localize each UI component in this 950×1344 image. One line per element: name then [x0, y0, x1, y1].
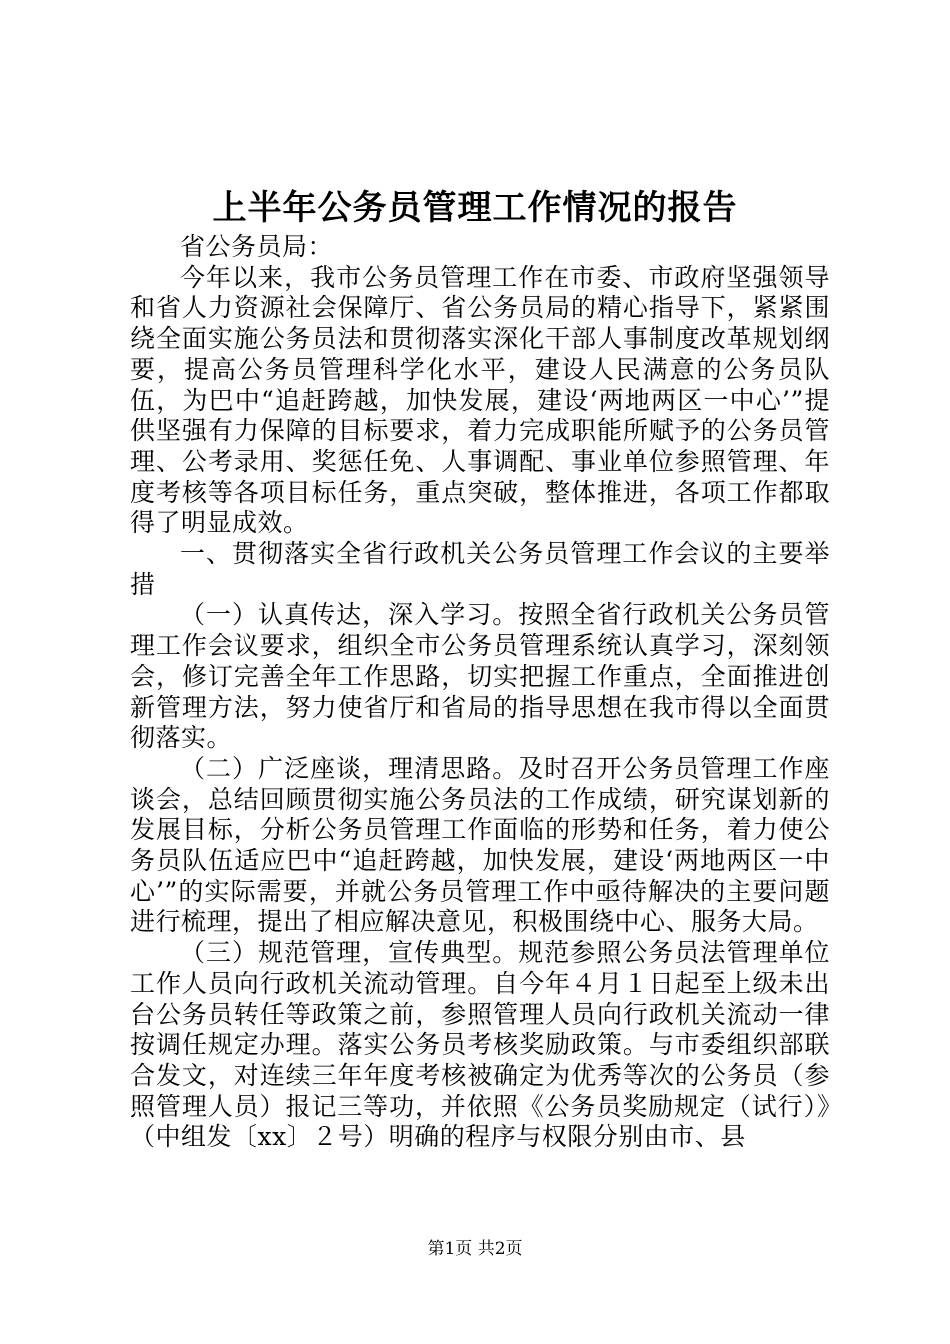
paragraph-intro: 今年以来，我市公务员管理工作在市委、市政府坚强领导和省人力资源社会保障厅、省公务员局的精心指导下，紧紧围绕全面实施公务员法和贯彻落实深化干部人事制度改革规划纲要，提高公务员管理科学化水平，建设人民满意的公务员队伍，为巴中“追赶跨越，加快发展，建设‘两地两区一中心’”提供坚强有力保障的目标要求，着力完成职能所赋予的公务员管理、公考录用、奖惩任免、人事调配、事业单位参照管理、年度考核等各项目标任务，重点突破，整体推进，各项工作都取得了明显成效。: [130, 262, 830, 538]
salutation: 省公务员局：: [180, 232, 334, 261]
paragraph-item-2: （二）广泛座谈，理清思路。及时召开公务员管理工作座谈会，总结回顾贯彻实施公务员法的工作成绩，研究谋划新的发展目标，分析公务员管理工作面临的形势和任务，着力使公务员队伍适应巴中“追赶跨越，加快发展，建设‘两地两区一中心’”的实际需要，并就公务员管理工作中亟待解决的主要问题进行梳理，提出了相应解决意见，积极围绕中心、服务大局。: [130, 753, 830, 937]
paragraph-item-3: （三）规范管理，宣传典型。规范参照公务员法管理单位工作人员向行政机关流动管理。自今年４月１日起至上级未出台公务员转任等政策之前，参照管理人员向行政机关流动一律按调任规定办理。落实公务员考核奖励政策。与市委组织部联合发文，对连续三年年度考核被确定为优秀等次的公务员（参照管理人员）报记三等功，并依照《公务员奖励规定（试行）》（中组发〔xx〕２号）明确的程序与权限分别由市、县: [130, 938, 830, 1152]
document-title: 上半年公务员管理工作情况的报告: [212, 188, 738, 228]
paragraph-item-1: （一）认真传达，深入学习。按照全省行政机关公务员管理工作会议要求，组织全市公务员管理系统认真学习，深刻领会，修订完善全年工作思路，切实把握工作重点，全面推进创新管理方法，努力使省厅和省局的指导思想在我市得以全面贯彻落实。: [130, 600, 830, 753]
document-body: [130, 232, 830, 1153]
section-heading: 一、贯彻落实全省行政机关公务员管理工作会议的主要举措: [130, 539, 830, 599]
page-footer: 第1页 共2页: [427, 1239, 523, 1259]
